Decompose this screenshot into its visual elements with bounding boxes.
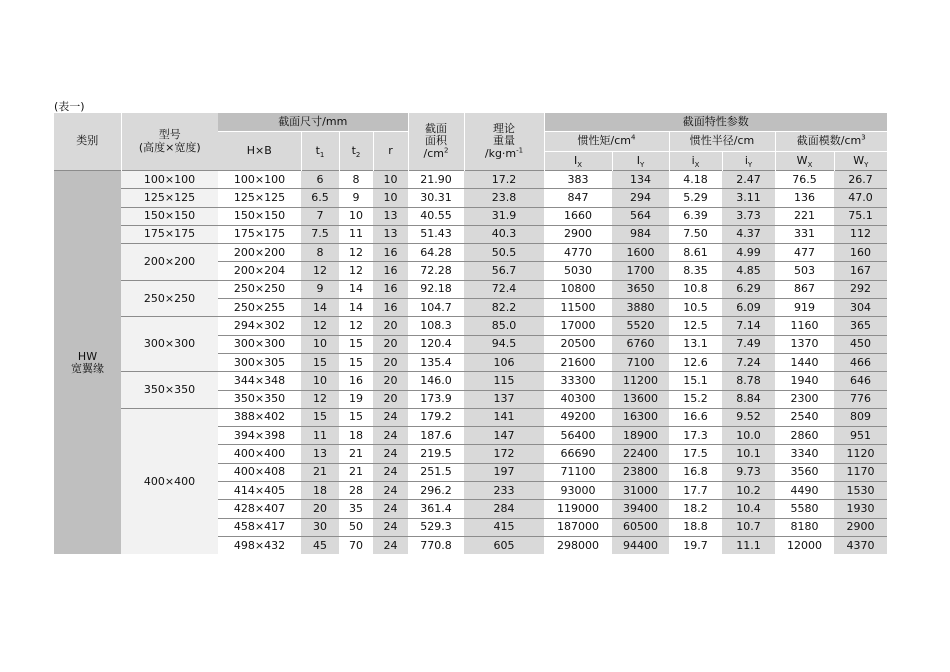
data-cell: 4.37 xyxy=(722,225,775,243)
data-cell: 20 xyxy=(373,353,408,371)
data-cell: 6.29 xyxy=(722,280,775,298)
data-cell: 3340 xyxy=(775,445,834,463)
data-cell: 919 xyxy=(775,299,834,317)
data-cell: 16.8 xyxy=(669,463,722,481)
data-cell: 529.3 xyxy=(408,518,464,536)
data-cell: 4.18 xyxy=(669,171,722,189)
data-cell: 388×402 xyxy=(218,408,301,426)
data-cell: 11500 xyxy=(544,299,612,317)
data-cell: 10 xyxy=(301,335,339,353)
table-row xyxy=(54,244,887,262)
data-cell: 284 xyxy=(464,500,544,518)
header-ry: $i_Y$ xyxy=(722,152,775,171)
data-cell: 21 xyxy=(339,463,373,481)
data-cell: 10.7 xyxy=(722,518,775,536)
data-cell: 4770 xyxy=(544,244,612,262)
data-cell: 70 xyxy=(339,536,373,554)
data-cell: 64.28 xyxy=(408,244,464,262)
data-cell: 21.90 xyxy=(408,171,464,189)
data-cell: 16.6 xyxy=(669,408,722,426)
header-hxb: H×B xyxy=(218,132,301,171)
data-cell: 175×175 xyxy=(218,225,301,243)
data-cell: 22400 xyxy=(612,445,669,463)
data-cell: 14 xyxy=(301,299,339,317)
table-row xyxy=(54,408,887,426)
data-cell: 15.2 xyxy=(669,390,722,408)
data-cell: 809 xyxy=(834,408,887,426)
header-wx: $W_X$ xyxy=(775,152,834,171)
data-cell: 2900 xyxy=(544,225,612,243)
model-cell: 175×175 xyxy=(121,225,218,243)
data-cell: 33300 xyxy=(544,372,612,390)
data-cell: 7.14 xyxy=(722,317,775,335)
data-cell: 18 xyxy=(339,427,373,445)
data-cell: 12 xyxy=(339,317,373,335)
data-cell: 18 xyxy=(301,482,339,500)
header-t1: $t_1$ xyxy=(301,132,339,171)
data-cell: 24 xyxy=(373,518,408,536)
data-cell: 294×302 xyxy=(218,317,301,335)
data-cell: 21 xyxy=(301,463,339,481)
data-cell: 1930 xyxy=(834,500,887,518)
header-t2: $t_2$ xyxy=(339,132,373,171)
data-cell: 251.5 xyxy=(408,463,464,481)
data-cell: 5.29 xyxy=(669,189,722,207)
data-cell: 1160 xyxy=(775,317,834,335)
header-radius: 惯性半径/cm xyxy=(669,132,775,152)
header-wy: $W_Y$ xyxy=(834,152,887,171)
data-cell: 3880 xyxy=(612,299,669,317)
data-cell: 104.7 xyxy=(408,299,464,317)
data-cell: 66690 xyxy=(544,445,612,463)
data-cell: 20 xyxy=(373,390,408,408)
data-cell: 3.11 xyxy=(722,189,775,207)
table-row xyxy=(54,280,887,298)
data-cell: 136 xyxy=(775,189,834,207)
data-cell: 12.6 xyxy=(669,353,722,371)
data-cell: 200×204 xyxy=(218,262,301,280)
data-cell: 2900 xyxy=(834,518,887,536)
data-cell: 24 xyxy=(373,463,408,481)
data-cell: 5520 xyxy=(612,317,669,335)
data-cell: 10.0 xyxy=(722,427,775,445)
data-cell: 9 xyxy=(301,280,339,298)
data-cell: 49200 xyxy=(544,408,612,426)
data-cell: 12000 xyxy=(775,536,834,554)
data-cell: 344×348 xyxy=(218,372,301,390)
data-cell: 304 xyxy=(834,299,887,317)
data-cell: 16 xyxy=(373,299,408,317)
data-cell: 16300 xyxy=(612,408,669,426)
data-cell: 11 xyxy=(339,225,373,243)
data-cell: 233 xyxy=(464,482,544,500)
data-cell: 28 xyxy=(339,482,373,500)
data-cell: 31000 xyxy=(612,482,669,500)
data-cell: 331 xyxy=(775,225,834,243)
data-cell: 150×150 xyxy=(218,207,301,225)
data-cell: 394×398 xyxy=(218,427,301,445)
data-cell: 10.1 xyxy=(722,445,775,463)
data-cell: 173.9 xyxy=(408,390,464,408)
data-cell: 15 xyxy=(301,353,339,371)
data-cell: 112 xyxy=(834,225,887,243)
data-cell: 16 xyxy=(373,280,408,298)
data-cell: 9.52 xyxy=(722,408,775,426)
data-cell: 12.5 xyxy=(669,317,722,335)
data-cell: 7100 xyxy=(612,353,669,371)
data-cell: 45 xyxy=(301,536,339,554)
data-cell: 10.8 xyxy=(669,280,722,298)
data-cell: 365 xyxy=(834,317,887,335)
data-cell: 200×200 xyxy=(218,244,301,262)
model-cell: 125×125 xyxy=(121,189,218,207)
data-cell: 137 xyxy=(464,390,544,408)
data-cell: 135.4 xyxy=(408,353,464,371)
data-cell: 350×350 xyxy=(218,390,301,408)
data-cell: 13 xyxy=(373,207,408,225)
data-cell: 125×125 xyxy=(218,189,301,207)
data-cell: 400×408 xyxy=(218,463,301,481)
data-cell: 8.35 xyxy=(669,262,722,280)
data-cell: 8.61 xyxy=(669,244,722,262)
data-cell: 1370 xyxy=(775,335,834,353)
data-cell: 10 xyxy=(373,189,408,207)
data-cell: 119000 xyxy=(544,500,612,518)
data-cell: 17.3 xyxy=(669,427,722,445)
data-cell: 160 xyxy=(834,244,887,262)
data-cell: 16 xyxy=(373,244,408,262)
data-cell: 134 xyxy=(612,171,669,189)
data-cell: 415 xyxy=(464,518,544,536)
data-cell: 56.7 xyxy=(464,262,544,280)
data-cell: 503 xyxy=(775,262,834,280)
data-cell: 8 xyxy=(301,244,339,262)
data-cell: 292 xyxy=(834,280,887,298)
table-row xyxy=(54,207,887,225)
data-cell: 24 xyxy=(373,427,408,445)
data-cell: 1660 xyxy=(544,207,612,225)
model-cell: 150×150 xyxy=(121,207,218,225)
data-cell: 12 xyxy=(301,390,339,408)
header-modulus: 截面模数$/cm^3$ xyxy=(775,132,887,152)
data-cell: 18.2 xyxy=(669,500,722,518)
data-cell: 146.0 xyxy=(408,372,464,390)
data-cell: 24 xyxy=(373,445,408,463)
data-cell: 20 xyxy=(373,335,408,353)
data-cell: 40.55 xyxy=(408,207,464,225)
data-cell: 867 xyxy=(775,280,834,298)
data-cell: 564 xyxy=(612,207,669,225)
data-cell: 7 xyxy=(301,207,339,225)
data-cell: 5580 xyxy=(775,500,834,518)
data-cell: 6.5 xyxy=(301,189,339,207)
data-cell: 72.4 xyxy=(464,280,544,298)
data-cell: 47.0 xyxy=(834,189,887,207)
data-cell: 23.8 xyxy=(464,189,544,207)
data-cell: 12 xyxy=(339,244,373,262)
data-cell: 6.09 xyxy=(722,299,775,317)
data-cell: 219.5 xyxy=(408,445,464,463)
data-cell: 115 xyxy=(464,372,544,390)
data-cell: 8180 xyxy=(775,518,834,536)
data-cell: 56400 xyxy=(544,427,612,445)
header-r: r xyxy=(373,132,408,171)
data-cell: 21600 xyxy=(544,353,612,371)
data-cell: 1600 xyxy=(612,244,669,262)
data-cell: 8.84 xyxy=(722,390,775,408)
table-body xyxy=(54,171,887,555)
data-cell: 30.31 xyxy=(408,189,464,207)
data-cell: 15 xyxy=(301,408,339,426)
data-cell: 50.5 xyxy=(464,244,544,262)
data-cell: 6760 xyxy=(612,335,669,353)
model-cell: 300×300 xyxy=(121,317,218,372)
data-cell: 1530 xyxy=(834,482,887,500)
data-cell: 7.50 xyxy=(669,225,722,243)
table-row xyxy=(54,171,887,189)
data-cell: 250×255 xyxy=(218,299,301,317)
data-cell: 197 xyxy=(464,463,544,481)
data-cell: 3650 xyxy=(612,280,669,298)
data-cell: 30 xyxy=(301,518,339,536)
data-cell: 187.6 xyxy=(408,427,464,445)
header-inertia: 惯性矩$/cm^4$ xyxy=(544,132,669,152)
data-cell: 179.2 xyxy=(408,408,464,426)
data-cell: 776 xyxy=(834,390,887,408)
data-cell: 11200 xyxy=(612,372,669,390)
data-cell: 26.7 xyxy=(834,171,887,189)
category-cell: HW 宽翼缘 xyxy=(54,171,121,555)
table-row xyxy=(54,372,887,390)
data-cell: 40.3 xyxy=(464,225,544,243)
table-row xyxy=(54,317,887,335)
data-cell: 15 xyxy=(339,408,373,426)
data-cell: 172 xyxy=(464,445,544,463)
data-cell: 3.73 xyxy=(722,207,775,225)
data-cell: 477 xyxy=(775,244,834,262)
data-cell: 24 xyxy=(373,536,408,554)
data-cell: 106 xyxy=(464,353,544,371)
data-cell: 35 xyxy=(339,500,373,518)
data-cell: 10.2 xyxy=(722,482,775,500)
data-cell: 2.47 xyxy=(722,171,775,189)
data-cell: 39400 xyxy=(612,500,669,518)
model-cell: 350×350 xyxy=(121,372,218,409)
data-cell: 11.1 xyxy=(722,536,775,554)
data-cell: 5030 xyxy=(544,262,612,280)
data-cell: 221 xyxy=(775,207,834,225)
model-cell: 200×200 xyxy=(121,244,218,281)
data-cell: 120.4 xyxy=(408,335,464,353)
header-model: 型号 (高度×宽度) xyxy=(121,113,218,171)
data-cell: 646 xyxy=(834,372,887,390)
data-cell: 12 xyxy=(339,262,373,280)
data-cell: 18900 xyxy=(612,427,669,445)
data-cell: 1120 xyxy=(834,445,887,463)
data-cell: 13 xyxy=(373,225,408,243)
header-category: 类别 xyxy=(54,113,121,171)
data-cell: 298000 xyxy=(544,536,612,554)
data-cell: 94400 xyxy=(612,536,669,554)
data-cell: 85.0 xyxy=(464,317,544,335)
data-cell: 498×432 xyxy=(218,536,301,554)
data-cell: 296.2 xyxy=(408,482,464,500)
data-cell: 9.73 xyxy=(722,463,775,481)
header-rx: $i_X$ xyxy=(669,152,722,171)
data-cell: 1940 xyxy=(775,372,834,390)
data-cell: 23800 xyxy=(612,463,669,481)
data-cell: 50 xyxy=(339,518,373,536)
table-caption: (表一) xyxy=(54,100,85,113)
data-cell: 51.43 xyxy=(408,225,464,243)
data-cell: 76.5 xyxy=(775,171,834,189)
data-cell: 250×250 xyxy=(218,280,301,298)
data-cell: 187000 xyxy=(544,518,612,536)
data-cell: 20 xyxy=(301,500,339,518)
data-cell: 92.18 xyxy=(408,280,464,298)
data-cell: 7.5 xyxy=(301,225,339,243)
data-cell: 428×407 xyxy=(218,500,301,518)
data-cell: 14 xyxy=(339,280,373,298)
table-row xyxy=(54,189,887,207)
data-cell: 9 xyxy=(339,189,373,207)
data-cell: 40300 xyxy=(544,390,612,408)
data-cell: 15 xyxy=(339,353,373,371)
data-cell: 20 xyxy=(373,372,408,390)
model-cell: 400×400 xyxy=(121,408,218,554)
data-cell: 13.1 xyxy=(669,335,722,353)
data-cell: 141 xyxy=(464,408,544,426)
data-cell: 10800 xyxy=(544,280,612,298)
data-cell: 2540 xyxy=(775,408,834,426)
data-cell: 300×300 xyxy=(218,335,301,353)
data-cell: 12 xyxy=(301,262,339,280)
header-iy: $I_Y$ xyxy=(612,152,669,171)
data-cell: 383 xyxy=(544,171,612,189)
data-cell: 361.4 xyxy=(408,500,464,518)
data-cell: 605 xyxy=(464,536,544,554)
data-cell: 466 xyxy=(834,353,887,371)
data-cell: 17.7 xyxy=(669,482,722,500)
header-weight: 理论 重量 $/kg\cdot m^{-1}$ xyxy=(464,113,544,171)
data-cell: 7.49 xyxy=(722,335,775,353)
data-cell: 167 xyxy=(834,262,887,280)
data-cell: 21 xyxy=(339,445,373,463)
data-cell: 13 xyxy=(301,445,339,463)
data-cell: 4370 xyxy=(834,536,887,554)
data-cell: 11 xyxy=(301,427,339,445)
data-cell: 71100 xyxy=(544,463,612,481)
data-cell: 951 xyxy=(834,427,887,445)
header-ix: $I_X$ xyxy=(544,152,612,171)
data-cell: 4.85 xyxy=(722,262,775,280)
data-cell: 24 xyxy=(373,408,408,426)
data-cell: 19.7 xyxy=(669,536,722,554)
data-cell: 20500 xyxy=(544,335,612,353)
data-cell: 300×305 xyxy=(218,353,301,371)
data-cell: 15 xyxy=(339,335,373,353)
data-cell: 82.2 xyxy=(464,299,544,317)
data-cell: 20 xyxy=(373,317,408,335)
data-cell: 93000 xyxy=(544,482,612,500)
data-cell: 60500 xyxy=(612,518,669,536)
data-cell: 100×100 xyxy=(218,171,301,189)
data-cell: 1170 xyxy=(834,463,887,481)
data-cell: 14 xyxy=(339,299,373,317)
header-properties: 截面特性参数 xyxy=(544,113,887,132)
data-cell: 10 xyxy=(339,207,373,225)
data-cell: 147 xyxy=(464,427,544,445)
data-cell: 10.4 xyxy=(722,500,775,518)
data-cell: 24 xyxy=(373,500,408,518)
data-cell: 18.8 xyxy=(669,518,722,536)
data-cell: 6.39 xyxy=(669,207,722,225)
data-cell: 72.28 xyxy=(408,262,464,280)
data-cell: 450 xyxy=(834,335,887,353)
data-cell: 770.8 xyxy=(408,536,464,554)
data-cell: 10.5 xyxy=(669,299,722,317)
data-cell: 294 xyxy=(612,189,669,207)
data-cell: 1440 xyxy=(775,353,834,371)
data-cell: 75.1 xyxy=(834,207,887,225)
data-cell: 15.1 xyxy=(669,372,722,390)
data-cell: 3560 xyxy=(775,463,834,481)
data-cell: 16 xyxy=(373,262,408,280)
header-section-size: 截面尺寸/mm xyxy=(218,113,408,132)
hw-section-table xyxy=(54,113,887,554)
data-cell: 1700 xyxy=(612,262,669,280)
table-row xyxy=(54,225,887,243)
data-cell: 2300 xyxy=(775,390,834,408)
data-cell: 17000 xyxy=(544,317,612,335)
data-cell: 400×400 xyxy=(218,445,301,463)
data-cell: 458×417 xyxy=(218,518,301,536)
data-cell: 108.3 xyxy=(408,317,464,335)
header-area: 截面 面积 $/cm^2$ xyxy=(408,113,464,171)
model-cell: 100×100 xyxy=(121,171,218,189)
data-cell: 31.9 xyxy=(464,207,544,225)
data-cell: 4490 xyxy=(775,482,834,500)
model-cell: 250×250 xyxy=(121,280,218,317)
data-cell: 8 xyxy=(339,171,373,189)
data-cell: 4.99 xyxy=(722,244,775,262)
data-cell: 414×405 xyxy=(218,482,301,500)
data-cell: 10 xyxy=(301,372,339,390)
data-cell: 12 xyxy=(301,317,339,335)
data-cell: 16 xyxy=(339,372,373,390)
data-cell: 94.5 xyxy=(464,335,544,353)
data-cell: 984 xyxy=(612,225,669,243)
data-cell: 6 xyxy=(301,171,339,189)
data-cell: 24 xyxy=(373,482,408,500)
data-cell: 847 xyxy=(544,189,612,207)
data-cell: 8.78 xyxy=(722,372,775,390)
data-cell: 13600 xyxy=(612,390,669,408)
data-cell: 2860 xyxy=(775,427,834,445)
data-cell: 19 xyxy=(339,390,373,408)
data-cell: 10 xyxy=(373,171,408,189)
data-cell: 17.2 xyxy=(464,171,544,189)
data-cell: 7.24 xyxy=(722,353,775,371)
data-cell: 17.5 xyxy=(669,445,722,463)
